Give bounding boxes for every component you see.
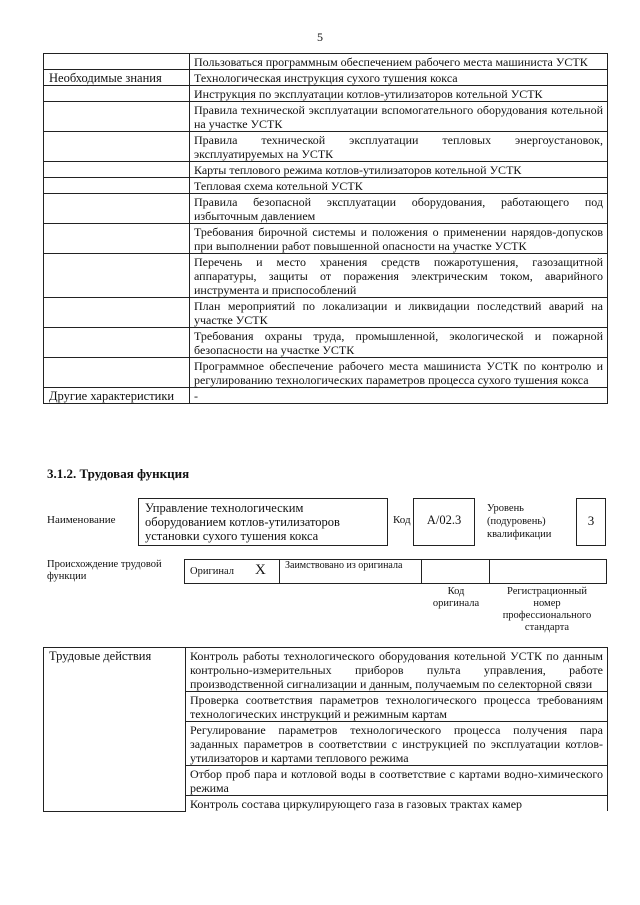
level-label: Уровень (подуровень) квалификации xyxy=(487,503,552,540)
page-number: 5 xyxy=(317,30,323,44)
row-label xyxy=(44,54,190,70)
table-row xyxy=(44,328,608,358)
table-row xyxy=(44,358,608,388)
table-row xyxy=(44,648,608,692)
original-label: Оригинал xyxy=(190,566,234,577)
row-text: Правила технической эксплуатации вспомогательного оборудования котельной на участке УСТК xyxy=(190,102,608,132)
row-label xyxy=(44,224,190,254)
row-text: Правила безопасной эксплуатации оборудования, работающего под избыточным давлением xyxy=(190,194,608,224)
row-text: Тепловая схема котельной УСТК xyxy=(190,178,608,194)
borrowed-label: Заимствовано из оригинала xyxy=(285,560,403,571)
qualification-level: 3 xyxy=(576,498,606,546)
row-text: Проверка соответствия параметров технологического процесса требованиям технологических инструкций и режимным картам xyxy=(186,692,608,722)
table-row xyxy=(44,162,608,178)
row-label xyxy=(44,358,190,388)
original-cell xyxy=(185,560,280,583)
row-label xyxy=(44,132,190,162)
row-text: Технологическая инструкция сухого тушения кокса xyxy=(190,70,608,86)
row-text: Регулирование параметров технологического процесса получения пара заданных параметров в соответствии с инструкцией по эксплуатации котлов-утилизаторов и картами теплового режима xyxy=(186,722,608,766)
table-row xyxy=(44,54,608,70)
table-row xyxy=(44,132,608,162)
original-mark: X xyxy=(255,562,266,578)
borrowed-cell xyxy=(280,560,422,583)
table-row xyxy=(44,254,608,298)
row-text: Отбор проб пара и котловой воды в соответствие с картами водно-химического режима xyxy=(186,766,608,796)
labor-actions-table xyxy=(43,647,608,812)
reg-caption: Регистрационный номер профессионального стандарта xyxy=(502,586,592,633)
row-text: - xyxy=(190,388,608,404)
row-text: Карты теплового режима котлов-утилизаторов котельной УСТК xyxy=(190,162,608,178)
table-row xyxy=(44,102,608,132)
knowledge-table xyxy=(43,53,608,404)
table-row xyxy=(44,388,608,404)
function-name: Управление технологическим оборудованием котлов-утилизаторов установки сухого тушения кокса xyxy=(138,498,388,546)
row-text: Программное обеспечение рабочего места машиниста УСТК по контролю и регулированию технологических параметров процесса сухого тушения кокса xyxy=(190,358,608,388)
row-label xyxy=(44,86,190,102)
table-row xyxy=(44,194,608,224)
code-caption: Код оригинала xyxy=(432,586,480,609)
origin-reg-cell xyxy=(490,560,606,583)
row-label xyxy=(44,178,190,194)
origin-label: Происхождение трудовой функции xyxy=(47,559,162,582)
row-text: Требования охраны труда, промышленной, экологической и пожарной безопасности на участке УСТК xyxy=(190,328,608,358)
row-text: Инструкция по эксплуатации котлов-утилизаторов котельной УСТК xyxy=(190,86,608,102)
table-row xyxy=(44,224,608,254)
origin-code-cell xyxy=(422,560,490,583)
row-label xyxy=(44,162,190,178)
row-label: Трудовые действия xyxy=(44,648,186,812)
row-label: Другие характеристики xyxy=(44,388,190,404)
row-label xyxy=(44,328,190,358)
row-text: Правила технической эксплуатации тепловых энергоустановок, эксплуатируемых на УСТК xyxy=(190,132,608,162)
function-code: A/02.3 xyxy=(413,498,475,546)
name-label: Наименование xyxy=(47,514,116,526)
table-row xyxy=(44,70,608,86)
row-text: Пользоваться программным обеспечением рабочего места машиниста УСТК xyxy=(190,54,608,70)
row-text: Перечень и место хранения средств пожаротушения, газозащитной аппаратуры, защиты от поражения электрическим током, аварийного инструмента и приспособлений xyxy=(190,254,608,298)
row-text: Контроль работы технологического оборудования котельной УСТК по данным контрольно-измерительных приборов пульта управления, работе производственной сигнализации и данным, получаемым по селекторной связи xyxy=(186,648,608,692)
origin-row xyxy=(184,559,607,584)
table-row xyxy=(44,298,608,328)
table-row xyxy=(44,178,608,194)
row-text: Контроль состава циркулирующего газа в газовых трактах камер xyxy=(186,796,608,812)
row-label xyxy=(44,298,190,328)
section-heading: 3.1.2. Трудовая функция xyxy=(47,466,190,481)
row-label: Необходимые знания xyxy=(44,70,190,86)
row-label xyxy=(44,194,190,224)
table-row xyxy=(44,86,608,102)
row-text: План мероприятий по локализации и ликвидации последствий аварий на участке УСТК xyxy=(190,298,608,328)
row-label xyxy=(44,102,190,132)
row-text: Требования бирочной системы и положения о применении нарядов-допусков при выполнении работ повышенной опасности на участке УСТК xyxy=(190,224,608,254)
row-label xyxy=(44,254,190,298)
code-label: Код xyxy=(393,514,411,526)
